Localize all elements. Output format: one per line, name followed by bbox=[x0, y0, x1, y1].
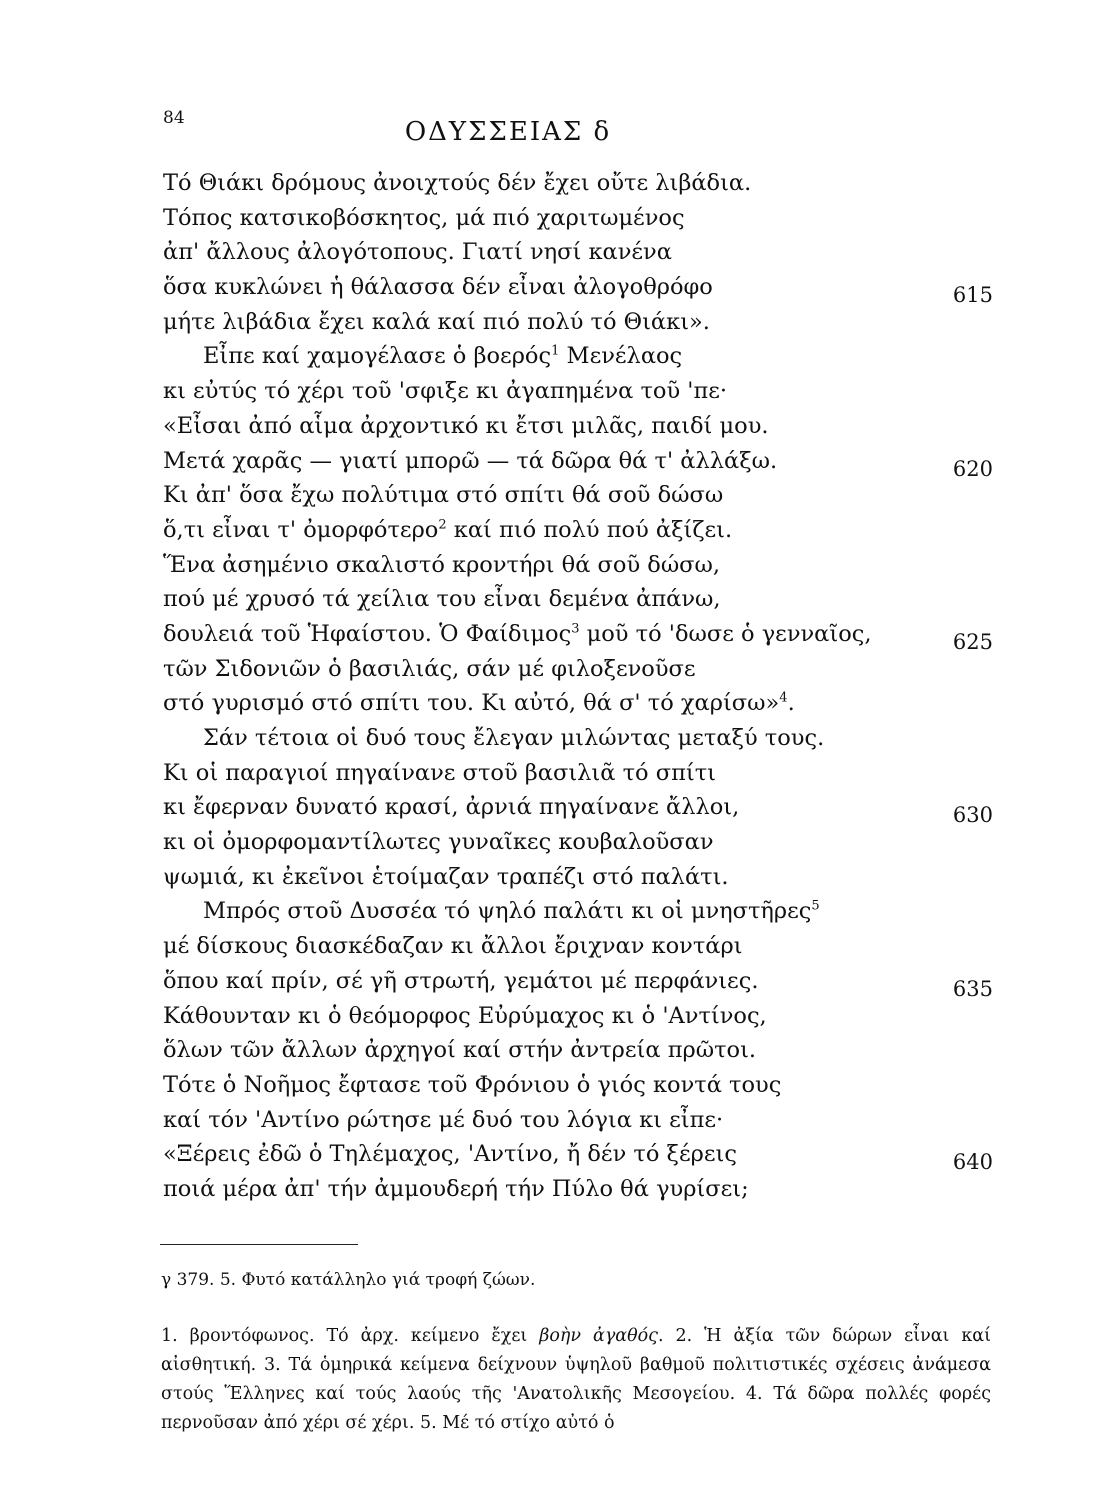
verse-line bbox=[163, 1103, 993, 1138]
verse-text bbox=[163, 478, 723, 513]
verse-segment: μέ δίσκους διασκέδαζαν κι ἄλλοι ἔριχναν κοντάρι bbox=[163, 933, 743, 960]
footnote-marker[interactable]: 5 bbox=[811, 898, 820, 914]
verse-line bbox=[163, 513, 993, 548]
verse-line bbox=[163, 339, 993, 374]
verse-line bbox=[163, 235, 993, 270]
verse-line bbox=[163, 374, 993, 409]
verse-segment: ὅλων τῶν ἄλλων ἀρχηγοί καί στήν ἀντρεία πρῶτοι. bbox=[163, 1037, 757, 1064]
verse-line bbox=[163, 166, 993, 201]
verse-segment: . bbox=[787, 690, 795, 717]
verse-line bbox=[163, 686, 993, 721]
page-number: 84 bbox=[163, 108, 185, 128]
verse-segment: ἀπ' ἄλλους ἀλογότοπους. Γιατί νησί κανένα bbox=[163, 239, 672, 266]
verse-segment: Μπρός στοῦ Δυσσέα τό ψηλό παλάτι κι οἱ μνηστῆρες bbox=[203, 898, 812, 925]
footnotes bbox=[161, 1322, 991, 1438]
verse-segment: καί πιό πολύ πού ἀξίζει. bbox=[446, 516, 733, 543]
verse-text bbox=[163, 582, 721, 617]
verse-line bbox=[163, 721, 993, 756]
verse-text bbox=[163, 1068, 781, 1103]
verse-segment: «Ξέρεις ἐδῶ ὁ Τηλέμαχος, 'Αντίνο, ἤ δέν τό ξέρεις bbox=[163, 1141, 737, 1168]
verse-line bbox=[163, 478, 993, 513]
verse-text bbox=[163, 235, 672, 270]
verse-segment: μήτε λιβάδια ἔχει καλά καί πιό πολύ τό Θιάκι». bbox=[163, 308, 710, 335]
verse-block bbox=[163, 166, 993, 1207]
verse-text bbox=[163, 409, 769, 444]
verse-line bbox=[163, 790, 993, 828]
verse-text bbox=[163, 548, 720, 583]
verse-segment: κι εὐτύς τό χέρι τοῦ 'σφιξε κι ἀγαπημένα τοῦ 'πε· bbox=[163, 378, 728, 405]
line-number: 615 bbox=[952, 283, 993, 308]
verse-text bbox=[163, 1137, 737, 1172]
verse-text bbox=[163, 513, 732, 548]
verse-segment: τῶν Σιδονιῶν ὁ βασιλιάς, σάν μέ φιλοξενοῦσε bbox=[163, 655, 696, 682]
verse-line bbox=[163, 825, 993, 860]
verse-segment: Μετά χαρᾶς — γιατί μπορῶ — τά δῶρα θά τ' ἀλλάξω. bbox=[163, 447, 778, 474]
footnote-marker[interactable]: 3 bbox=[571, 621, 580, 637]
verse-text bbox=[163, 721, 824, 756]
verse-text bbox=[163, 166, 751, 201]
verse-segment: Κάθουνταν κι ὁ θεόμορφος Εὐρύμαχος κι ὁ 'Αντίνος, bbox=[163, 1002, 767, 1029]
line-number: 640 bbox=[952, 1150, 993, 1175]
verse-line bbox=[163, 409, 993, 444]
line-number: 635 bbox=[952, 976, 993, 1001]
verse-text bbox=[163, 1103, 723, 1138]
verse-segment: Κι ἀπ' ὅσα ἔχω πολύτιμα στό σπίτι θά σοῦ δώσω bbox=[163, 482, 724, 509]
line-number: 620 bbox=[952, 456, 993, 481]
verse-text bbox=[163, 444, 777, 479]
verse-line bbox=[163, 756, 993, 791]
verse-line bbox=[163, 964, 993, 999]
verse-line bbox=[163, 444, 993, 479]
verse-segment: Μενέλαος bbox=[559, 343, 683, 370]
verse-segment: πού μέ χρυσό τά χείλια του εἶναι δεμένα ἀπάνω, bbox=[163, 586, 721, 613]
verse-segment: Εἶπε καί χαμογέλασε ὁ βοερός bbox=[203, 343, 552, 370]
footnote-continuation: γ 379. 5. Φυτό κατάλληλο γιά τροφή ζώων. bbox=[161, 1270, 536, 1290]
verse-text bbox=[163, 999, 767, 1034]
verse-text bbox=[163, 756, 716, 791]
verse-text bbox=[163, 929, 743, 964]
line-number: 625 bbox=[952, 629, 993, 654]
verse-line bbox=[163, 201, 993, 236]
footnote-text-part1: 1. βροντόφωνος. Τό ἀρχ. κείμενο ἔχει bbox=[161, 1326, 540, 1346]
verse-text bbox=[163, 339, 682, 374]
verse-line bbox=[163, 1172, 993, 1207]
verse-line bbox=[163, 548, 993, 583]
verse-line bbox=[163, 1068, 993, 1103]
verse-segment: Τό Θιάκι δρόμους ἀνοιχτούς δέν ἔχει οὔτε λιβάδια. bbox=[163, 170, 752, 196]
verse-text bbox=[163, 270, 713, 305]
verse-line bbox=[163, 270, 993, 308]
verse-text bbox=[163, 652, 696, 687]
verse-segment: ποιά μέρα ἀπ' τήν ἀμμουδερή τήν Πύλο θά γυρίσει; bbox=[163, 1175, 749, 1202]
footnote-rule bbox=[160, 1244, 358, 1245]
footnote-text-part2: . 2. Ἡ ἀξία τῶν δώρων εἶναι καί αἰσθητική. 3. Τά ὁμηρικά κείμενα δείχνουν ὑψηλοῦ βαθμοῦ πολιτιστικές σχέσεις ἀνάμεσα στούς Ἕλληνες καί τούς λαούς τῆς 'Ανατολικῆς Μεσογείου. 4. Τά δῶρα πολλές φορές περνοῦσαν ἀπό χέρι σέ χέρι. 5. Μέ τό στίχο αὐτό ὁ bbox=[161, 1326, 991, 1433]
verse-line bbox=[163, 617, 993, 652]
verse-text bbox=[163, 825, 714, 860]
verse-segment: στό γυρισμό στό σπίτι του. Κι αὐτό, θά σ' τό χαρίσω» bbox=[163, 690, 780, 717]
verse-segment: Σάν τέτοια οἱ δυό τους ἔλεγαν μιλώντας μεταξύ τους. bbox=[203, 725, 825, 751]
verse-segment: ψωμιά, κι ἐκεῖνοι ἑτοίμαζαν τραπέζι στό παλάτι. bbox=[163, 863, 729, 890]
verse-line bbox=[163, 1137, 993, 1175]
verse-segment: κι ἔφερναν δυνατό κρασί, ἀρνιά πηγαίνανε ἄλλοι, bbox=[163, 794, 740, 821]
verse-segment: δουλειά τοῦ Ἡφαίστου. Ὁ Φαίδιμος bbox=[163, 620, 572, 647]
verse-line bbox=[163, 582, 993, 617]
verse-text bbox=[163, 1172, 749, 1207]
verse-segment: κι οἱ ὀμορφομαντίλωτες γυναῖκες κουβαλοῦσαν bbox=[163, 829, 714, 856]
footnote-marker[interactable]: 2 bbox=[438, 517, 447, 533]
verse-segment: ὅπου καί πρίν, σέ γῆ στρωτή, γεμάτοι μέ περφάνιες. bbox=[163, 967, 759, 994]
line-number: 630 bbox=[952, 803, 993, 828]
running-title: ΟΔΥΣΣΕΙΑΣ δ bbox=[404, 117, 612, 147]
verse-segment: Κι οἱ παραγιοί πηγαίνανε στοῦ βασιλιᾶ τό σπίτι bbox=[163, 759, 716, 786]
verse-text bbox=[163, 964, 758, 999]
verse-segment: ὅ,τι εἶναι τ' ὀμορφότερο bbox=[163, 516, 439, 543]
verse-segment: Ἕνα ἀσημένιο σκαλιστό κροντήρι θά σοῦ δώσω, bbox=[163, 551, 721, 578]
verse-line bbox=[163, 929, 993, 964]
verse-text bbox=[163, 894, 820, 929]
verse-line bbox=[163, 894, 993, 929]
verse-text bbox=[163, 1033, 756, 1068]
verse-line bbox=[163, 860, 993, 895]
verse-text bbox=[163, 374, 727, 409]
footnote-marker[interactable]: 4 bbox=[779, 690, 788, 706]
verse-text bbox=[163, 305, 710, 340]
verse-text bbox=[163, 617, 872, 652]
verse-line bbox=[163, 305, 993, 340]
verse-text bbox=[163, 790, 739, 825]
verse-segment: μοῦ τό 'δωσε ὁ γενναῖος, bbox=[579, 620, 872, 647]
verse-segment: «Εἶσαι ἀπό αἷμα ἀρχοντικό κι ἔτσι μιλᾶς, παιδί μου. bbox=[163, 412, 769, 439]
verse-line bbox=[163, 652, 993, 687]
footnote-marker[interactable]: 1 bbox=[551, 343, 560, 359]
verse-line bbox=[163, 999, 993, 1034]
verse-text bbox=[163, 201, 685, 236]
verse-segment: ὅσα κυκλώνει ἡ θάλασσα δέν εἶναι ἀλογοθρόφο bbox=[163, 274, 713, 301]
verse-text bbox=[163, 860, 729, 895]
verse-segment: καί τόν 'Αντίνο ρώτησε μέ δυό του λόγια κι εἶπε· bbox=[163, 1106, 724, 1133]
verse-text bbox=[163, 686, 795, 721]
verse-line bbox=[163, 1033, 993, 1068]
footnote-italic-quote: βοὴν ἀγαθός bbox=[539, 1326, 658, 1346]
verse-segment: Τότε ὁ Νοῆμος ἔφτασε τοῦ Φρόνιου ὁ γιός κοντά τους bbox=[163, 1071, 782, 1098]
verse-segment: Τόπος κατσικοβόσκητος, μά πιό χαριτωμένος bbox=[163, 204, 685, 231]
